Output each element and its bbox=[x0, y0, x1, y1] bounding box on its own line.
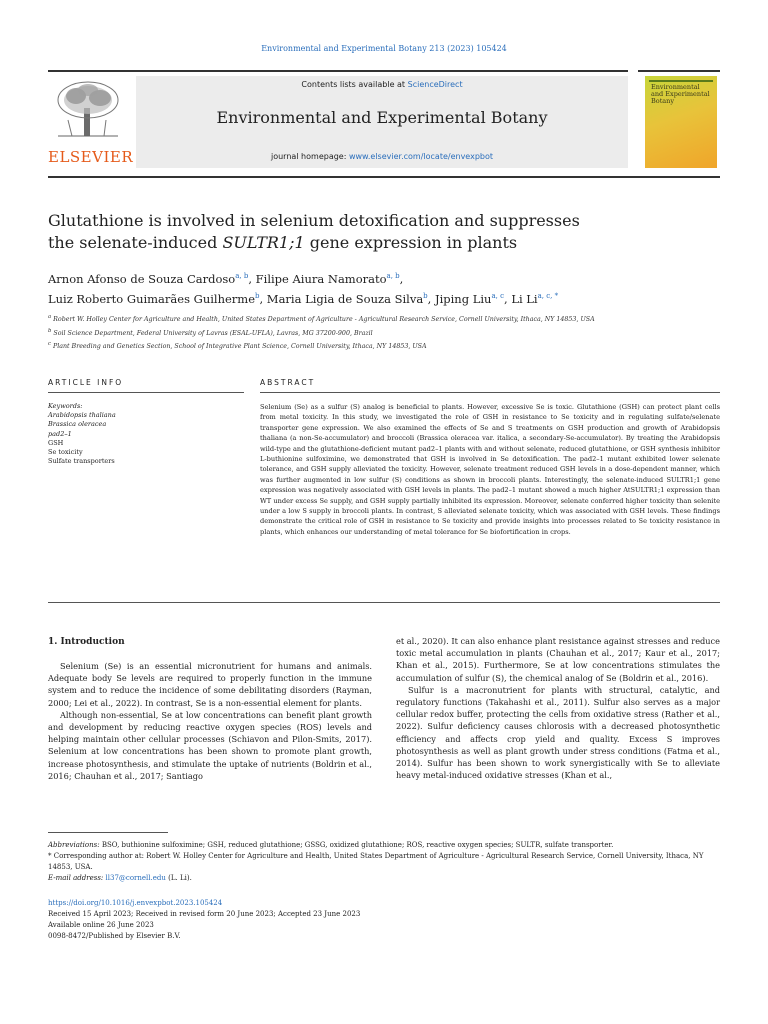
keyword-item: pad2–1 bbox=[48, 429, 72, 438]
body-paragraph: et al., 2020). It can also enhance plant resistance against stresses and reduce toxic metal accumulation in plants (Chauhan et al., 2017; Kaur et al., 2017; Khan et al., 2015). Furthermore, Se at low concentrations stimulates the accumulation of sulfur (S), the chemical analog of Se (Boldrin et al., 2016). bbox=[396, 636, 720, 683]
abbreviations-footnote bbox=[48, 840, 720, 851]
introduction-heading: 1. Introduction bbox=[48, 637, 125, 647]
issn-line: 0098-8472/Published by Elsevier B.V. bbox=[48, 932, 181, 940]
author-separator: , bbox=[427, 291, 435, 306]
author-name[interactable]: Maria Ligia de Souza Silva bbox=[266, 291, 424, 306]
email-footnote bbox=[48, 873, 720, 884]
author-separator: , bbox=[399, 271, 404, 286]
keywords-block bbox=[48, 402, 244, 466]
elsevier-tree-icon bbox=[54, 80, 122, 138]
abstract-text: Selenium (Se) as a sulfur (S) analog is beneficial to plants. However, excessive Se is toxic. Glutathione (GSH) can protect plant cells from metal toxicity. In this study, we investigated the role of GSH in resistance to Se toxicity and in regulating sulfate/selenate transporter gene expression. We also examined the effects of Se and S treatments on GSH production and growth of Arabidopsis thaliana (a non-Se-accumulator) and broccoli (Brassica oleracea var. italica, a secondary-Se-accumulator). By treating the Arabidopsis wild-type and the glutathione-deficient mutant pad2–1 plants with and without selenate, reduced glutathione, or GSH synthesis inhibitor L-buthionine sulfoximine, we demonstrated that GSH is involved in Se detoxification. The pad2–1 mutant exhibited lower selenate tolerance, and GSH supply alleviated the toxicity. However, selenate treatment reduced GSH levels in a dose-dependent manner, which was further augmented in low sulfur (S) conditions as shown in broccoli plants. Interestingly, the selenate-induced SULTR1;1 gene expression was negatively associated with GSH levels in plants. The pad2–1 mutant showed a much higher AtSULTR1;1 expression than WT under excess Se supply, and GSH supply partially inhibited its expression. Moreover, selenate conferred higher toxicity than selenite under a low S supply in broccoli plants. In contrast, S alleviated selenate toxicity, which was associated with GSH levels. These findings demonstrate the critical role of GSH in resistance to Se toxicity and provide insights into processes related to Se toxicity resistance in plants, which enhances our understanding of metal tolerance for Se biofortification in crops. bbox=[260, 403, 720, 536]
keyword-item: Se toxicity bbox=[48, 448, 83, 457]
author-separator: , bbox=[248, 271, 256, 286]
affiliation-item bbox=[48, 312, 708, 326]
journal-title: Environmental and Experimental Botany bbox=[216, 108, 548, 127]
article-info-heading: ARTICLE INFO bbox=[48, 378, 124, 387]
author-name[interactable]: Arnon Afonso de Souza Cardoso bbox=[48, 271, 236, 286]
keyword-item: Brassica oleracea bbox=[48, 420, 107, 429]
author-separator: , bbox=[259, 291, 267, 306]
cover-title: Environmental and Experimental Botany bbox=[651, 83, 710, 105]
affiliation-item bbox=[48, 326, 708, 340]
author-affiliation-marker[interactable]: a, b bbox=[235, 272, 249, 280]
contents-prefix: Contents lists available at bbox=[301, 80, 408, 89]
corresponding-author-footnote: * Corresponding author at: Robert W. Holley Center for Agriculture and Health, United States Department of Agriculture - Agricultural Research Service, Cornell University, Ithaca, NY 14853, USA. bbox=[48, 852, 704, 871]
body-paragraph: Selenium (Se) is an essential micronutrient for humans and animals. Adequate body Se levels are required to properly function in the immune system and to reduce the incidence of some debilitating disorders (Rayman, 2000; Lei et al., 2022). In contrast, Se is a non-essential element for plants. bbox=[48, 661, 372, 708]
author-name[interactable]: Filipe Aiura Namorato bbox=[255, 271, 387, 286]
author-affiliation-marker[interactable]: a, b bbox=[386, 272, 400, 280]
header-rule-top-right bbox=[638, 70, 720, 72]
journal-reference-link[interactable]: Environmental and Experimental Botany 213 (2023) 105424 bbox=[261, 44, 507, 53]
author-separator: , bbox=[504, 291, 512, 306]
body-paragraph: Although non-essential, Se at low concentrations can benefit plant growth and development by reducing reactive oxygen species (ROS) levels and helping maintain other cellular processes (Schiavon and Pilon-Smits, 2017). Selenium at low concentrations has been shown to promote plant growth, increase photosynthesis, and stimulate the uptake of nutrients (Boldrin et al., 2016; Chauhan et al., 2017; Santiago bbox=[48, 709, 372, 781]
author-name[interactable]: Jiping Liu bbox=[434, 291, 492, 306]
cover-bar bbox=[649, 80, 713, 82]
abstract-heading: ABSTRACT bbox=[260, 378, 316, 387]
affiliation-text: Plant Breeding and Genetics Section, School of Integrative Plant Science, Cornell University, Ithaca, NY 14853, USA bbox=[52, 343, 427, 351]
keywords-label: Keywords: bbox=[48, 402, 83, 410]
author-affiliation-marker[interactable]: b bbox=[423, 291, 428, 300]
contents-line bbox=[136, 80, 628, 89]
publisher-wordmark: ELSEVIER bbox=[48, 148, 134, 166]
email-suffix: (L. Li). bbox=[165, 874, 192, 882]
journal-homepage-line bbox=[136, 152, 628, 161]
publication-info bbox=[48, 898, 448, 942]
received-dates: Received 15 April 2023; Received in revised form 20 June 2023; Accepted 23 June 2023 bbox=[48, 910, 361, 918]
affiliation-item bbox=[48, 339, 708, 353]
affiliation-text: Soil Science Department, Federal University of Lavras (ESAL-UFLA), Lavras, MG 37200-900, Brazil bbox=[53, 329, 373, 337]
email-label: E-mail address: bbox=[48, 874, 104, 882]
homepage-prefix: journal homepage: bbox=[270, 152, 349, 161]
footnote-rule bbox=[48, 832, 168, 833]
author-affiliation-marker[interactable]: a, c bbox=[491, 291, 504, 300]
author-list bbox=[48, 268, 688, 308]
affiliation-marker: b bbox=[48, 327, 52, 334]
abstract-rule bbox=[260, 392, 720, 393]
header-rule-top bbox=[48, 70, 628, 72]
author-name[interactable]: Li Li bbox=[511, 291, 538, 306]
online-date: Available online 26 June 2023 bbox=[48, 921, 154, 929]
affiliation-marker: c bbox=[48, 341, 51, 348]
article-title bbox=[48, 210, 608, 254]
journal-cover-thumbnail[interactable] bbox=[645, 76, 717, 168]
author-affiliation-marker[interactable]: b bbox=[255, 291, 260, 300]
keyword-item: GSH bbox=[48, 438, 64, 447]
sciencedirect-link[interactable]: ScienceDirect bbox=[407, 80, 463, 89]
elsevier-logo[interactable] bbox=[48, 76, 134, 168]
email-link[interactable]: ll37@cornell.edu bbox=[105, 874, 166, 882]
keyword-item: Sulfate transporters bbox=[48, 457, 115, 466]
body-column-right bbox=[396, 635, 720, 781]
body-column-left bbox=[48, 660, 372, 782]
abstract-end-rule bbox=[48, 602, 720, 603]
footnotes bbox=[48, 840, 720, 884]
author-affiliation-marker[interactable]: a, c, * bbox=[537, 291, 559, 300]
doi-link[interactable]: https://doi.org/10.1016/j.envexpbot.2023.105424 bbox=[48, 899, 223, 907]
homepage-link[interactable]: www.elsevier.com/locate/envexpbot bbox=[348, 152, 493, 161]
keyword-item: Arabidopsis thaliana bbox=[48, 411, 116, 420]
affiliation-marker: a bbox=[48, 314, 52, 320]
title-part-2: gene expression in plants bbox=[304, 233, 518, 252]
affiliations bbox=[48, 312, 708, 353]
abbreviations-label: Abbreviations: bbox=[48, 841, 100, 849]
affiliation-text: Robert W. Holley Center for Agriculture and Health, United States Department of Agriculture - Agricultural Research Service, Cornell University, Ithaca, NY 14853, USA bbox=[53, 316, 595, 324]
body-paragraph: Sulfur is a macronutrient for plants with structural, catalytic, and regulatory functions (Takahashi et al., 2011). Sulfur also serves as a major cellular redox buffer, protecting the cells from oxidative stress (Rather et al., 2022). Sulfur deficiency causes chlorosis with a decreased photosynthetic efficiency and affects crop yield and quality. Excess S improves photosynthesis as well as plant growth under stress conditions (Fatma et al., 2014). Sulfur has been shown to work synergistically with Se to alleviate heavy metal-induced oxidative stresses (Khan et al., bbox=[396, 684, 720, 781]
title-gene-name: SULTR1;1 bbox=[222, 233, 305, 252]
article-info-rule bbox=[48, 392, 244, 393]
abbreviations-text: BSO, buthionine sulfoximine; GSH, reduced glutathione; GSSG, oxidized glutathione; ROS, reactive oxygen species; SULTR, sulfate transporter. bbox=[101, 841, 614, 849]
header-rule-bottom bbox=[48, 176, 720, 178]
author-name[interactable]: Luiz Roberto Guimarães Guilherme bbox=[48, 291, 255, 306]
title-part-1: Glutathione is involved in selenium detoxification and suppresses the selenate-induced bbox=[48, 211, 580, 252]
